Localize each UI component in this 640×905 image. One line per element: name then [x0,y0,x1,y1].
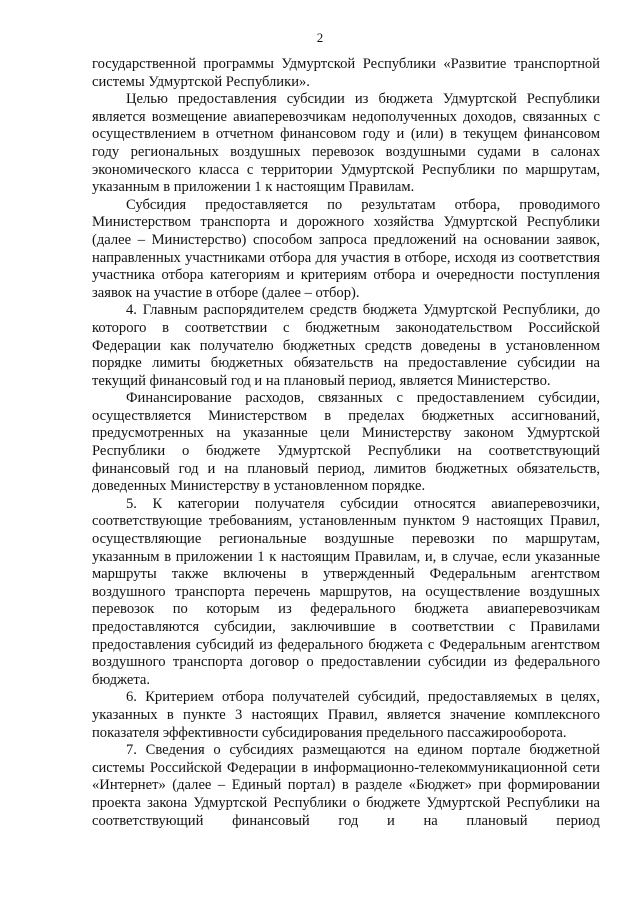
paragraph-item-6-selection-criterion: 6. Критерием отбора получателей субсидий, предоставляемых в целях, указанных в пункте 3 настоящих Правил, является значение комплексного показателя эффективности субсидирования предельного пассажирооборота. [92,689,600,741]
paragraph-item-5-recipient-category: 5. К категории получателя субсидии относятся авиаперевозчики, соответствующие требованиям, установленным пунктом 9 настоящих Правил, осуществляющие региональные воздушные перевозки по маршрутам, указанным в приложении 1 к настоящим Правилам, и, в случае, если указанные маршруты также включены в утвержденный Федеральным агентством воздушного транспорта перечень маршрутов, на осуществление воздушных перевозок по которым из федерального бюджета авиаперевозчикам предоставляются субсидии, заключившие в соответствии с Правилами предоставления субсидий из федерального бюджета с Федеральным агентством воздушного транспорта договор о предоставлении субсидии из федерального бюджета. [92,495,600,688]
paragraph-financing: Финансирование расходов, связанных с предоставлением субсидии, осуществляется Министерством в пределах бюджетных ассигнований, предусмотренных на указанные цели Министерству законом Удмуртской Республики о бюджете Удмуртской Республики на соответствующий финансовый год и на плановый период, лимитов бюджетных обязательств, доведенных Министерству в установленном порядке. [92,390,600,495]
page-number: 2 [316,30,324,45]
paragraph-item-7-information-placement: 7. Сведения о субсидиях размещаются на едином портале бюджетной системы Российской Федерации в информационно-телекоммуникационной сети «Интернет» (далее – Единый портал) в разделе «Бюджет» при формировании проекта закона Удмуртской Республики о бюджете Удмуртской Республики на соответствующий финансовый год и на плановый период [92,742,600,829]
paragraph-subsidy-selection: Субсидия предоставляется по результатам отбора, проводимого Министерством транспорта и дорожного хозяйства Удмуртской Республики (далее – Министерство) способом запроса предложений на основании заявок, направленных участниками отбора для участия в отборе, исходя из соответствия участника отбора категориям и критериям отбора и очередности поступления заявок на участие в отборе (далее – отбор). [92,196,600,301]
paragraph-program-continuation: государственной программы Удмуртской Республики «Развитие транспортной системы Удмуртской Республики». [92,56,600,90]
paragraph-item-4-main-administrator: 4. Главным распорядителем средств бюджета Удмуртской Республики, до которого в соответствии с бюджетным законодательством Российской Федерации как получателю бюджетных средств доведены в установленном порядке лимиты бюджетных обязательств на предоставление субсидии на текущий финансовый год и на плановый период, является Министерство. [92,302,600,389]
paragraph-subsidy-purpose: Целью предоставления субсидии из бюджета Удмуртской Республики является возмещение авиаперевозчикам недополученных доходов, связанных с осуществлением в отчетном финансовом году и (или) в текущем финансовом году региональных воздушных перевозок воздушными судами в салонах экономического класса с территории Удмуртской Республики по маршрутам, указанным в приложении 1 к настоящим Правилам. [92,91,600,196]
